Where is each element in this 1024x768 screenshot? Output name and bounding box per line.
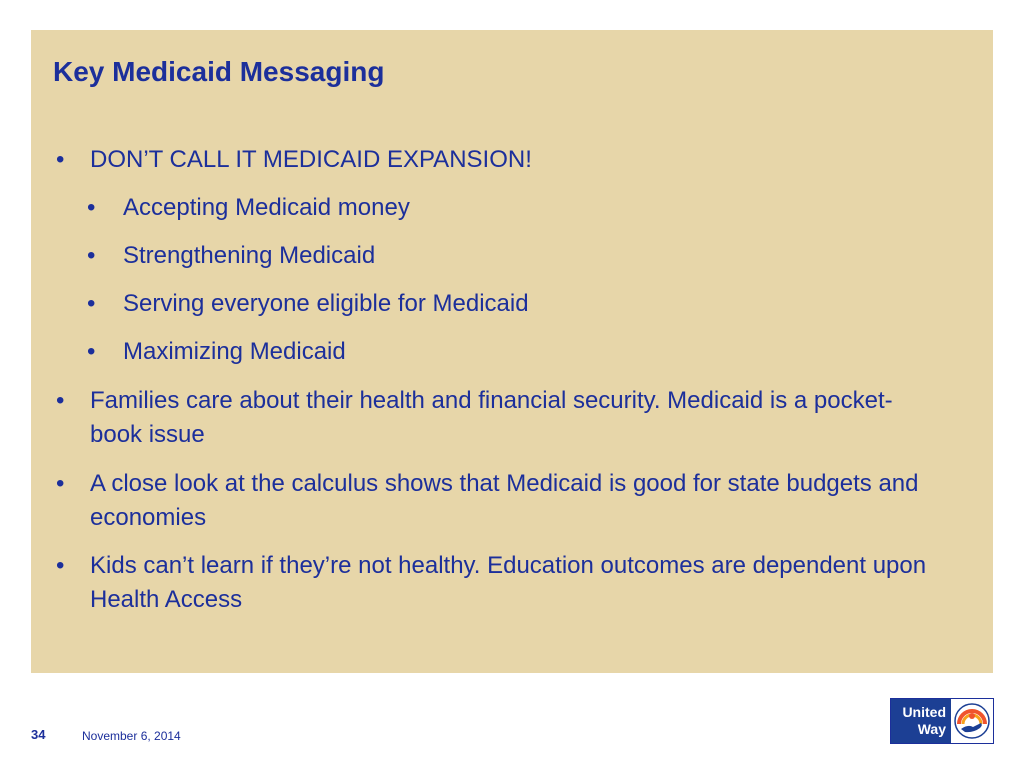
bullet-text: Accepting Medicaid money (123, 194, 410, 221)
bullet-text: A close look at the calculus shows that Medicaid is good for state budgets and economies (90, 470, 919, 531)
page-number: 34 (31, 727, 46, 742)
slide-title: Key Medicaid Messaging (53, 56, 385, 87)
bullet-text: Maximizing Medicaid (123, 338, 346, 365)
bullet-item (56, 384, 936, 452)
united-way-logo (890, 698, 994, 744)
bullet-dot: • (87, 290, 96, 317)
bullet-text: Serving everyone eligible for Medicaid (123, 290, 529, 317)
bullet-item (56, 549, 936, 617)
bullet-dot: • (87, 338, 96, 365)
slide-date: November 6, 2014 (82, 729, 181, 743)
bullet-item (56, 143, 936, 177)
bullet-dot: • (56, 387, 65, 414)
sub-bullet-item (87, 335, 947, 369)
logo-line-1: United (902, 704, 946, 720)
logo-line-2: Way (917, 721, 946, 737)
logo-wordmark (891, 699, 951, 743)
bullet-text: DON’T CALL IT MEDICAID EXPANSION! (90, 146, 532, 173)
hand-rainbow-icon (951, 699, 993, 743)
bullet-dot: • (87, 194, 96, 221)
bullet-text: Strengthening Medicaid (123, 242, 376, 269)
sub-bullet-item (87, 287, 947, 321)
bullet-text: Kids can’t learn if they’re not healthy. Education outcomes are dependent upon Health Access (90, 552, 927, 613)
bullet-dot: • (56, 470, 65, 497)
sub-bullet-item (87, 191, 947, 225)
bullet-text: Families care about their health and financial security. Medicaid is a pocket-book issue (90, 387, 893, 448)
bullet-item (56, 467, 936, 535)
bullet-dot: • (56, 146, 65, 173)
bullet-dot: • (56, 552, 65, 579)
sub-bullet-item (87, 239, 947, 273)
bullet-dot: • (87, 242, 96, 269)
